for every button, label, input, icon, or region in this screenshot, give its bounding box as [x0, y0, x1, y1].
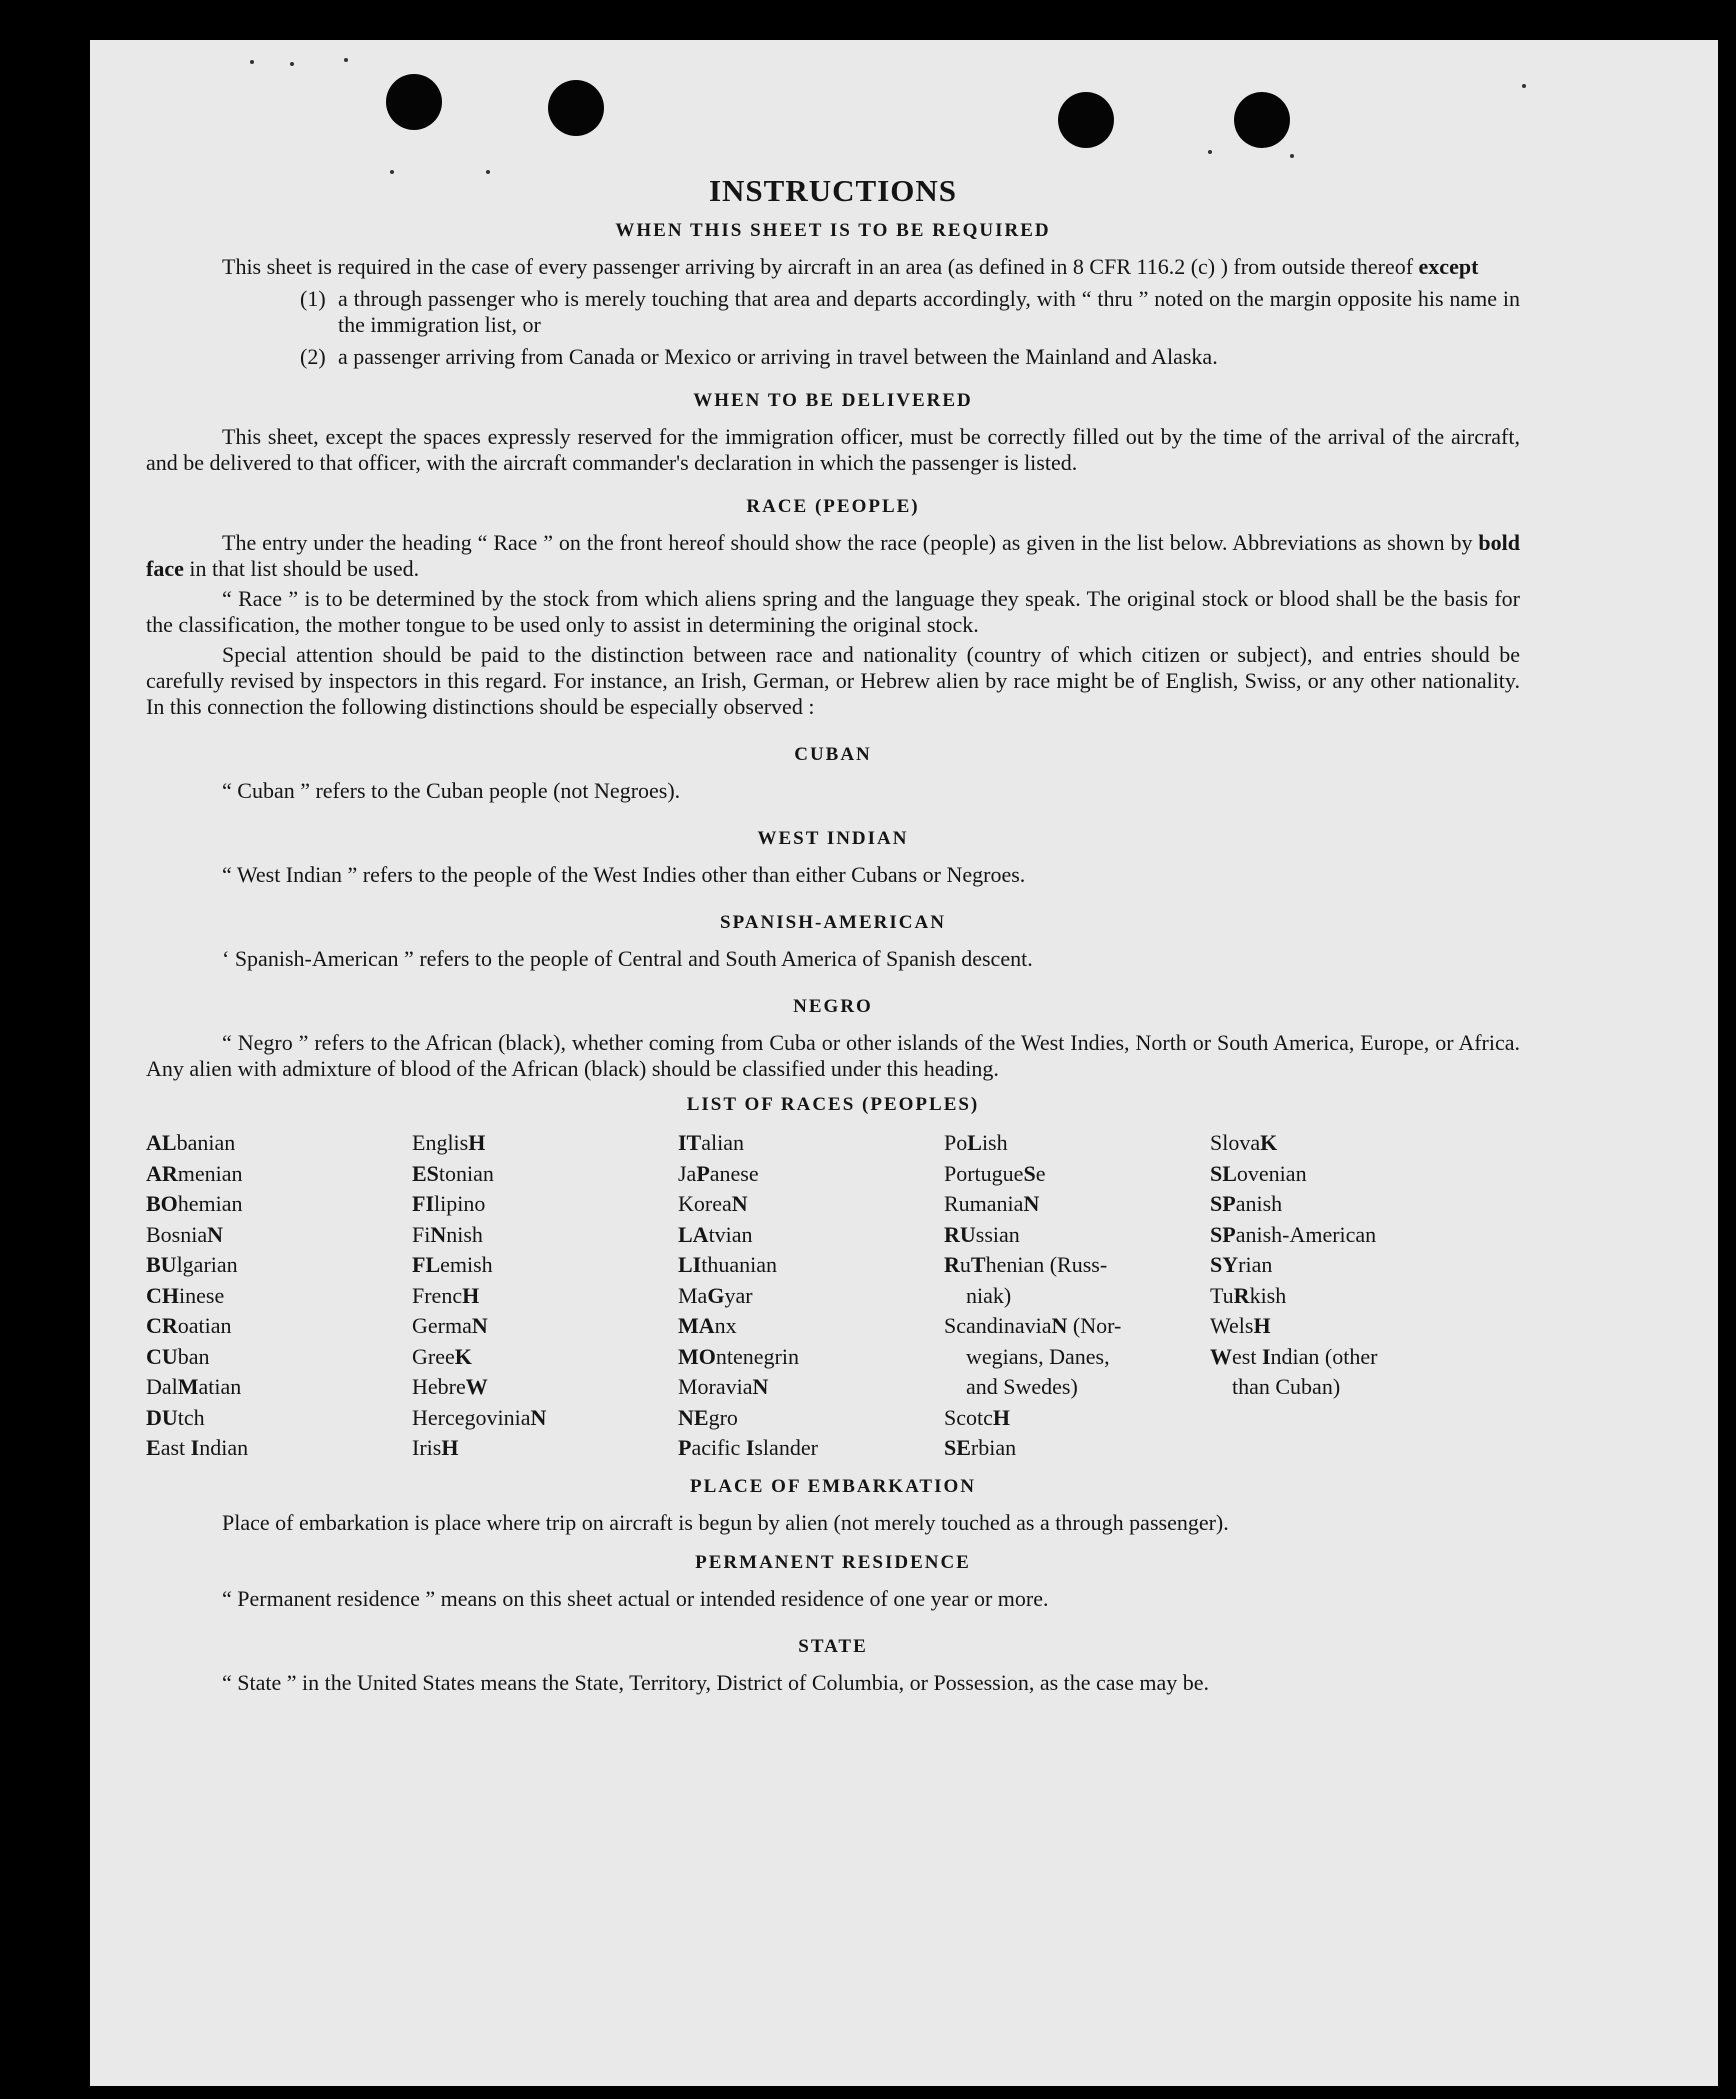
race-text: nish [446, 1221, 483, 1247]
race-text: est [1232, 1343, 1262, 1369]
race-text: ndian [199, 1435, 249, 1460]
race-entry [678, 1403, 944, 1434]
race-entry [146, 1403, 412, 1434]
race-entry [944, 1250, 1210, 1281]
race-text: e [1035, 1160, 1046, 1186]
race-entry [678, 1128, 944, 1159]
race-abbrev: H [441, 1435, 459, 1460]
section-heading: WHEN TO BE DELIVERED [693, 390, 973, 411]
speck [1522, 84, 1526, 88]
race-entry [412, 1311, 678, 1342]
race-text: ovenian [1236, 1160, 1307, 1186]
race-abbrev: IT [678, 1130, 702, 1155]
race-text: anish-American [1235, 1221, 1377, 1247]
race-text: slander [754, 1435, 818, 1460]
section-heading: LIST OF RACES (PEOPLES) [686, 1094, 980, 1115]
race-abbrev: N [1051, 1313, 1068, 1338]
race-text: Ja [678, 1160, 697, 1186]
paragraph: Special attention should be paid to the distinction between race and nationality (country of which citizen or subject), and entries should be carefully revised by inspectors in this regard. For instance, an Irish, German, or Hebrew alien by race might be of English, Swiss, or any other nationality. In this connection the following distinctions should be especially observed : [146, 642, 1520, 719]
race-abbrev: N [207, 1221, 224, 1247]
race-abbrev: N [471, 1313, 488, 1338]
race-entry [944, 1281, 1210, 1312]
race-entry [1210, 1372, 1520, 1403]
section-heading: RACE (PEOPLE) [746, 496, 920, 517]
race-abbrev: N [530, 1404, 547, 1430]
race-entry [678, 1311, 944, 1342]
race-entry [412, 1128, 678, 1159]
race-text: kish [1249, 1282, 1287, 1308]
race-abbrev: CH [146, 1282, 179, 1308]
race-abbrev: K [454, 1343, 472, 1369]
race-abbrev: BO [146, 1191, 178, 1216]
race-column [412, 1128, 678, 1464]
race-entry [944, 1403, 1210, 1434]
race-abbrev: I [745, 1435, 755, 1460]
race-entry [146, 1128, 412, 1159]
race-entry [412, 1433, 678, 1464]
race-text: ast [160, 1435, 191, 1460]
list-item [300, 286, 1520, 338]
race-text: Scotc [944, 1404, 993, 1430]
race-abbrev: H [1253, 1313, 1271, 1338]
race-abbrev: LA [678, 1221, 709, 1247]
race-entry [944, 1128, 1210, 1159]
race-entry [678, 1220, 944, 1251]
section-heading: CUBAN [794, 744, 872, 765]
race-text: niak) [966, 1282, 1012, 1308]
race-text: Tu [1210, 1282, 1234, 1308]
section-heading: PLACE OF EMBARKATION [690, 1475, 976, 1497]
punch-hole [386, 74, 442, 130]
race-text: Hebre [412, 1374, 466, 1399]
race-entry [1210, 1250, 1520, 1281]
race-text: tch [177, 1404, 205, 1430]
race-abbrev: M [177, 1374, 199, 1399]
race-entry [412, 1250, 678, 1281]
race-entry [944, 1433, 1210, 1464]
paragraph: “ Race ” is to be determined by the stock from which aliens spring and the language they speak. The original stock or blood shall be the basis for the classification, the mother tongue to be used only to assist in determining the original stock. [146, 586, 1520, 637]
race-entry [412, 1342, 678, 1373]
speck [344, 58, 348, 62]
race-text: tonian [438, 1160, 494, 1186]
race-text: ndian (other [1270, 1343, 1378, 1369]
race-column [678, 1128, 944, 1464]
race-text: Korea [678, 1191, 732, 1216]
race-abbrev: BU [146, 1252, 177, 1277]
race-abbrev: R [944, 1252, 960, 1277]
race-text: Dal [146, 1374, 178, 1399]
race-text: u [959, 1252, 971, 1277]
race-entry [944, 1220, 1210, 1251]
race-text: ntenegrin [715, 1343, 799, 1369]
item-number: (1) [300, 286, 326, 311]
race-abbrev: NE [678, 1404, 709, 1430]
race-text: Hercegovinia [412, 1404, 531, 1430]
race-entry [678, 1159, 944, 1190]
race-abbrev: P [678, 1435, 692, 1460]
race-entry [146, 1433, 412, 1464]
paragraph: “ Cuban ” refers to the Cuban people (not Negroes). [222, 778, 681, 803]
race-entry [1210, 1128, 1520, 1159]
speck [250, 60, 254, 64]
list-item [300, 344, 1520, 370]
race-abbrev: N [731, 1191, 748, 1216]
bold-text: bold face [146, 530, 1521, 581]
race-entry [944, 1159, 1210, 1190]
race-text: than Cuban) [1232, 1374, 1341, 1399]
race-text: Gree [412, 1343, 455, 1369]
race-text: rian [1238, 1252, 1273, 1277]
race-text: Portugue [944, 1160, 1024, 1186]
section-heading: PERMANENT RESIDENCE [695, 1551, 971, 1573]
race-text: banian [176, 1130, 236, 1155]
race-abbrev: I [1261, 1343, 1271, 1369]
races-list [146, 1128, 1520, 1464]
section-heading: WEST INDIAN [757, 828, 909, 849]
race-text: lipino [434, 1191, 486, 1216]
race-text: atian [198, 1374, 242, 1399]
section-heading: STATE [798, 1635, 868, 1657]
race-text: menian [177, 1160, 243, 1186]
item-number: (2) [300, 344, 326, 369]
section-heading: SPANISH-AMERICAN [720, 912, 946, 933]
race-entry [412, 1189, 678, 1220]
race-abbrev: H [992, 1404, 1011, 1430]
race-text: emish [440, 1252, 493, 1277]
race-column [146, 1128, 412, 1464]
race-abbrev: N [1023, 1191, 1040, 1216]
race-entry [412, 1281, 678, 1312]
race-abbrev: E [146, 1435, 161, 1460]
race-abbrev: R [1233, 1282, 1250, 1308]
race-entry [1210, 1342, 1520, 1373]
race-abbrev: MA [678, 1313, 715, 1338]
race-text: Po [944, 1130, 968, 1155]
bold-text: except [1418, 254, 1479, 279]
race-text: Slova [1210, 1130, 1261, 1155]
race-text: and Swedes) [966, 1374, 1078, 1399]
paragraph-text: This sheet is required in the case of every passenger arriving by aircraft in an area (as defined in 8 CFR 116.2 (c) ) from outside thereof [222, 254, 1414, 279]
race-text: ban [177, 1343, 210, 1369]
race-entry [146, 1159, 412, 1190]
race-entry [1210, 1220, 1520, 1251]
race-text: nx [714, 1313, 737, 1338]
paragraph: Place of embarkation is place where trip on aircraft is begun by alien (not merely touched as a through passenger). [222, 1509, 1229, 1535]
race-entry [944, 1311, 1210, 1342]
race-abbrev: SE [944, 1435, 971, 1460]
race-entry [146, 1250, 412, 1281]
race-entry [146, 1342, 412, 1373]
race-abbrev: CU [146, 1343, 178, 1369]
race-text: Frenc [412, 1282, 463, 1308]
paragraph [146, 254, 1520, 280]
race-entry [146, 1281, 412, 1312]
race-abbrev: RU [944, 1221, 976, 1247]
paragraph: “ Permanent residence ” means on this sheet actual or intended residence of one year or more. [222, 1585, 1049, 1611]
race-text: Wels [1210, 1313, 1254, 1338]
paragraph-text: in that list should be used. [189, 556, 420, 581]
race-abbrev: H [462, 1282, 480, 1308]
paragraph [146, 530, 1520, 582]
race-entry [412, 1220, 678, 1251]
race-abbrev: L [967, 1130, 982, 1155]
race-abbrev: AR [146, 1160, 178, 1186]
race-entry [146, 1372, 412, 1403]
section-heading: WHEN THIS SHEET IS TO BE REQUIRED [615, 220, 1051, 241]
race-abbrev: N [430, 1221, 447, 1247]
race-abbrev: S [1023, 1160, 1036, 1186]
race-abbrev: SP [1210, 1221, 1236, 1247]
race-text: yar [724, 1282, 753, 1308]
race-entry [412, 1372, 678, 1403]
page-title: INSTRUCTIONS [708, 173, 957, 208]
race-text: thuanian [701, 1252, 778, 1277]
race-text: alian [701, 1130, 745, 1155]
paragraph: “ Negro ” refers to the African (black), whether coming from Cuba or other islands of the West Indies, North or South America, Europe, or Africa. Any alien with admixture of blood of the African (black) should be classified under this heading. [146, 1030, 1520, 1081]
paragraph-text: The entry under the heading “ Race ” on the front hereof should show the race (people) as given in the list below. Abbreviations as shown by [222, 530, 1473, 555]
race-entry [1210, 1311, 1520, 1342]
race-entry [412, 1403, 678, 1434]
race-abbrev: DU [146, 1404, 178, 1430]
race-text: inese [179, 1282, 225, 1308]
race-abbrev: AL [146, 1130, 177, 1155]
race-text: henian (Russ- [985, 1252, 1108, 1277]
race-entry [1210, 1159, 1520, 1190]
race-entry [1210, 1281, 1520, 1312]
instructions-content [146, 140, 1520, 1696]
speck [290, 62, 294, 66]
race-entry [678, 1281, 944, 1312]
race-text: (Nor- [1067, 1313, 1122, 1338]
race-entry [146, 1220, 412, 1251]
race-abbrev: K [1260, 1130, 1278, 1155]
race-text: Ma [678, 1282, 708, 1308]
race-entry [146, 1311, 412, 1342]
race-text: Fi [412, 1221, 431, 1247]
race-abbrev: W [465, 1374, 488, 1399]
race-abbrev: CR [146, 1313, 178, 1338]
race-abbrev: N [752, 1374, 769, 1399]
item-text: a passenger arriving from Canada or Mexico or arriving in travel between the Mainland and Alaska. [338, 344, 1218, 369]
race-entry [678, 1250, 944, 1281]
race-column [1210, 1128, 1520, 1464]
race-text: Iris [412, 1435, 442, 1460]
race-text: wegians, Danes, [966, 1343, 1110, 1369]
race-entry [1210, 1189, 1520, 1220]
race-text: Bosnia [146, 1221, 208, 1247]
section-heading: NEGRO [793, 996, 873, 1017]
race-abbrev: SY [1210, 1252, 1239, 1277]
punch-hole [548, 80, 604, 136]
race-abbrev: T [970, 1252, 986, 1277]
race-abbrev: FI [412, 1191, 434, 1216]
race-text: gro [708, 1404, 738, 1430]
race-entry [146, 1189, 412, 1220]
race-abbrev: W [1210, 1343, 1232, 1369]
race-entry [678, 1372, 944, 1403]
paragraph: “ State ” in the United States means the State, Territory, District of Columbia, or Possession, as the case may be. [222, 1669, 1210, 1695]
race-entry [678, 1342, 944, 1373]
race-abbrev: ES [412, 1160, 439, 1186]
paragraph: ‘ Spanish-American ” refers to the people of Central and South America of Spanish descent. [222, 946, 1033, 971]
race-entry [944, 1189, 1210, 1220]
paragraph: This sheet, except the spaces expressly reserved for the immigration officer, must be correctly filled out by the time of the arrival of the aircraft, and be delivered to that officer, with the aircraft commander's declaration in which the passenger is listed. [146, 424, 1520, 475]
race-text: ish [981, 1130, 1008, 1155]
race-text: tvian [708, 1221, 753, 1247]
race-abbrev: I [190, 1435, 200, 1460]
race-text: Englis [412, 1130, 469, 1155]
item-text: a through passenger who is merely touching that area and departs accordingly, with “ thru ” noted on the margin opposite his name in the immigration list, or [338, 286, 1520, 337]
race-abbrev: H [468, 1130, 486, 1155]
race-column [944, 1128, 1210, 1464]
race-entry [412, 1159, 678, 1190]
race-entry [944, 1342, 1210, 1373]
race-entry [944, 1372, 1210, 1403]
race-text: Moravia [678, 1374, 753, 1399]
race-text: Rumania [944, 1191, 1024, 1216]
race-entry [678, 1189, 944, 1220]
race-abbrev: SP [1210, 1191, 1236, 1216]
race-abbrev: FL [412, 1252, 441, 1277]
race-text: ssian [975, 1221, 1020, 1247]
race-text: lgarian [176, 1252, 238, 1277]
paragraph: “ West Indian ” refers to the people of the West Indies other than either Cubans or Negroes. [222, 862, 1026, 887]
race-abbrev: MO [678, 1343, 716, 1369]
race-abbrev: P [696, 1160, 710, 1186]
race-text: Germa [412, 1313, 472, 1338]
race-text: anish [1235, 1191, 1283, 1216]
race-text: hemian [177, 1191, 243, 1216]
race-text: rbian [970, 1435, 1017, 1460]
race-text: oatian [177, 1313, 232, 1338]
race-text: Scandinavia [944, 1313, 1052, 1338]
race-entry [678, 1433, 944, 1464]
race-abbrev: LI [678, 1252, 702, 1277]
race-abbrev: SL [1210, 1160, 1237, 1186]
race-abbrev: G [707, 1282, 725, 1308]
race-text: acific [691, 1435, 746, 1460]
race-text: anese [709, 1160, 759, 1186]
